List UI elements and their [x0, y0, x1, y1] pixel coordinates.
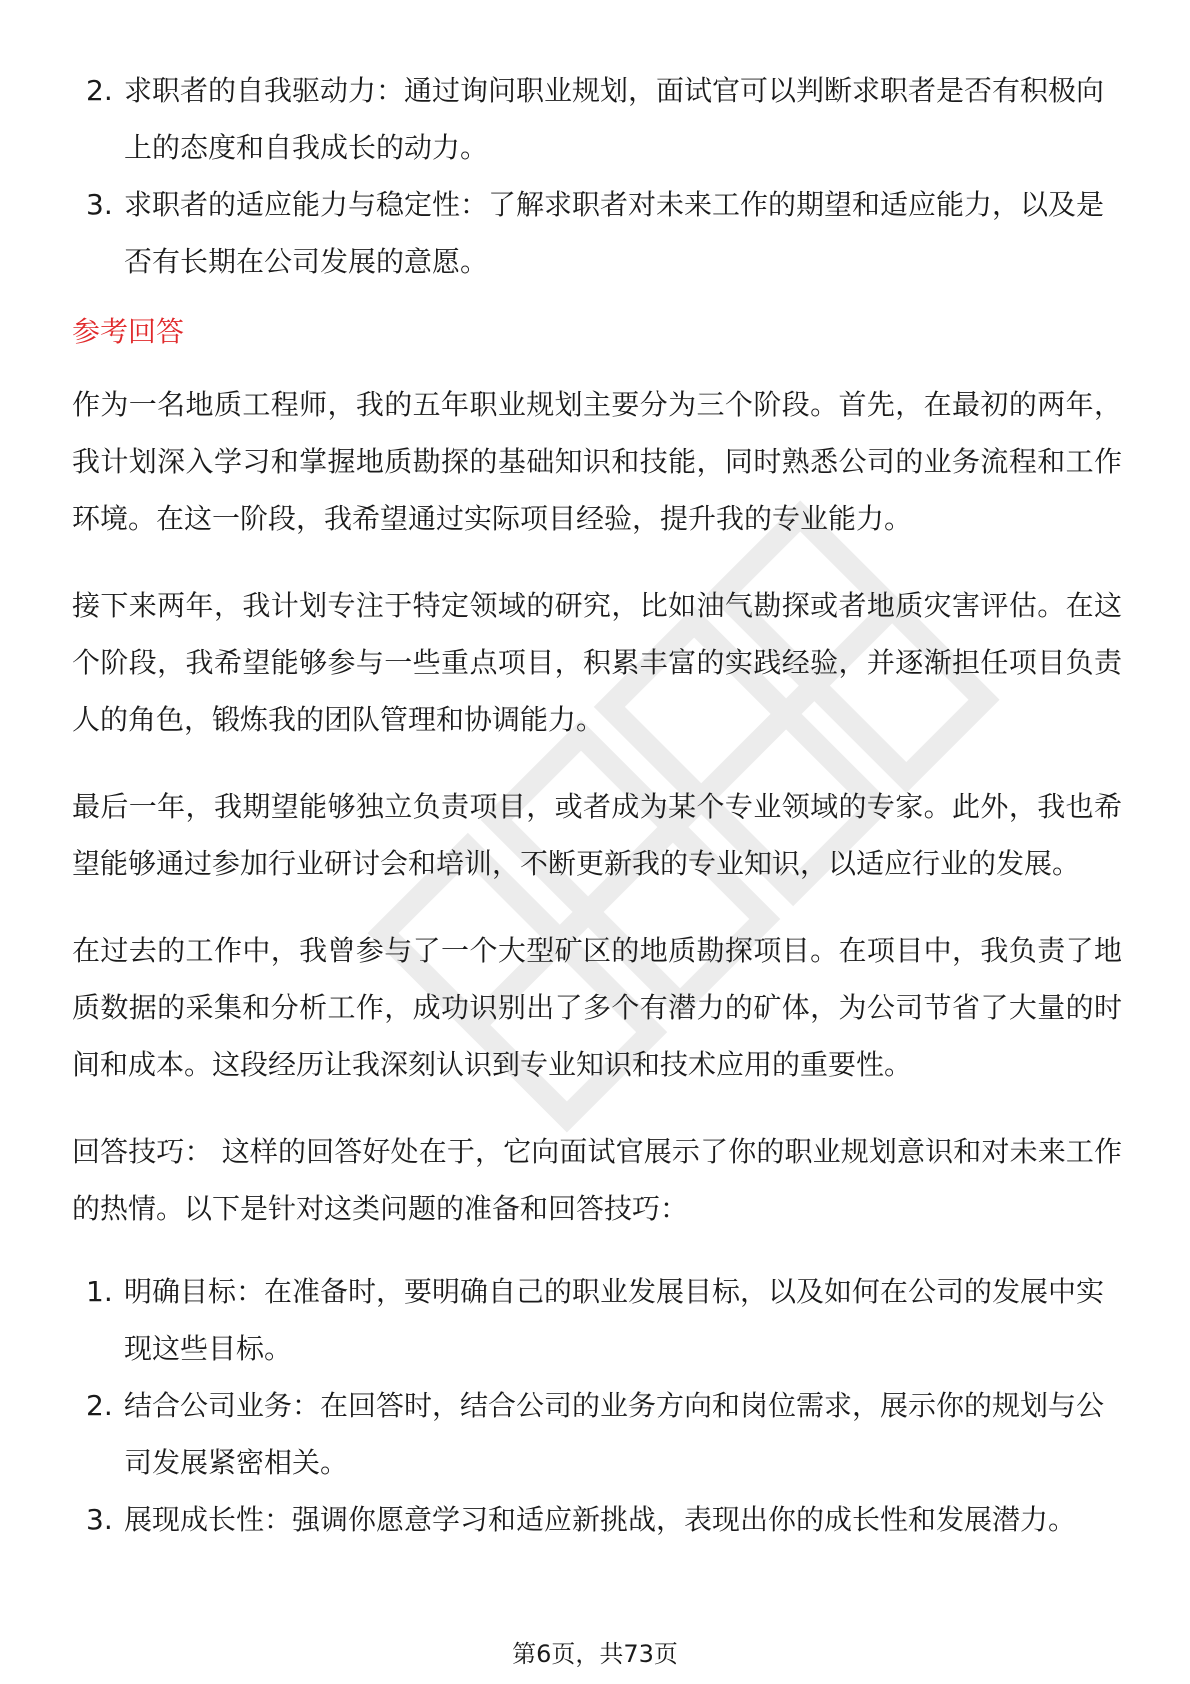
- main-content: [72, 62, 1122, 1548]
- list-item-number: 3.: [86, 1503, 113, 1536]
- list-item-text: 明确目标：在准备时，要明确自己的职业发展目标，以及如何在公司的发展中实现这些目标。: [124, 1275, 1105, 1365]
- tips-list: [72, 1263, 1122, 1548]
- list-item: [72, 62, 1122, 176]
- section-title: 参考回答: [72, 315, 185, 348]
- paragraph: 接下来两年，我计划专注于特定领域的研究，比如油气勘探或者地质灾害评估。在这个阶段，我希望能够参与一些重点项目，积累丰富的实践经验，并逐渐担任项目负责人的角色，锻炼我的团队管理和协调能力。: [72, 589, 1122, 736]
- top-list: [72, 62, 1122, 290]
- list-item-number: 3.: [86, 188, 113, 221]
- paragraph: 最后一年，我期望能够独立负责项目，或者成为某个专业领域的专家。此外，我也希望能够通过参加行业研讨会和培训，不断更新我的专业知识，以适应行业的发展。: [72, 790, 1122, 880]
- list-item: [72, 176, 1122, 290]
- list-item: [72, 1491, 1122, 1548]
- list-item: [72, 1377, 1122, 1491]
- paragraph: 作为一名地质工程师，我的五年职业规划主要分为三个阶段。首先，在最初的两年，我计划深入学习和掌握地质勘探的基础知识和技能，同时熟悉公司的业务流程和工作环境。在这一阶段，我希望通过实际项目经验，提升我的专业能力。: [72, 388, 1122, 535]
- page-footer: 第6页，共73页: [512, 1640, 678, 1668]
- list-item-text: 结合公司业务：在回答时，结合公司的业务方向和岗位需求，展示你的规划与公司发展紧密相关。: [124, 1389, 1105, 1479]
- list-item-number: 2.: [86, 1389, 113, 1422]
- list-item-text: 求职者的适应能力与稳定性：了解求职者对未来工作的期望和适应能力，以及是否有长期在公司发展的意愿。: [124, 188, 1105, 278]
- list-item-text: 展现成长性：强调你愿意学习和适应新挑战，表现出你的成长性和发展潜力。: [124, 1503, 1077, 1536]
- list-item: [72, 1263, 1122, 1377]
- list-item-number: 1.: [86, 1275, 113, 1308]
- list-item-text: 求职者的自我驱动力：通过询问职业规划，面试官可以判断求职者是否有积极向上的态度和自我成长的动力。: [124, 74, 1105, 164]
- paragraph: 在过去的工作中，我曾参与了一个大型矿区的地质勘探项目。在项目中，我负责了地质数据的采集和分析工作，成功识别出了多个有潜力的矿体，为公司节省了大量的时间和成本。这段经历让我深刻认识到专业知识和技术应用的重要性。: [72, 934, 1122, 1081]
- list-item-number: 2.: [86, 74, 113, 107]
- tips-intro-paragraph: 回答技巧： 这样的回答好处在于，它向面试官展示了你的职业规划意识和对未来工作的热情。以下是针对这类问题的准备和回答技巧：: [72, 1135, 1122, 1225]
